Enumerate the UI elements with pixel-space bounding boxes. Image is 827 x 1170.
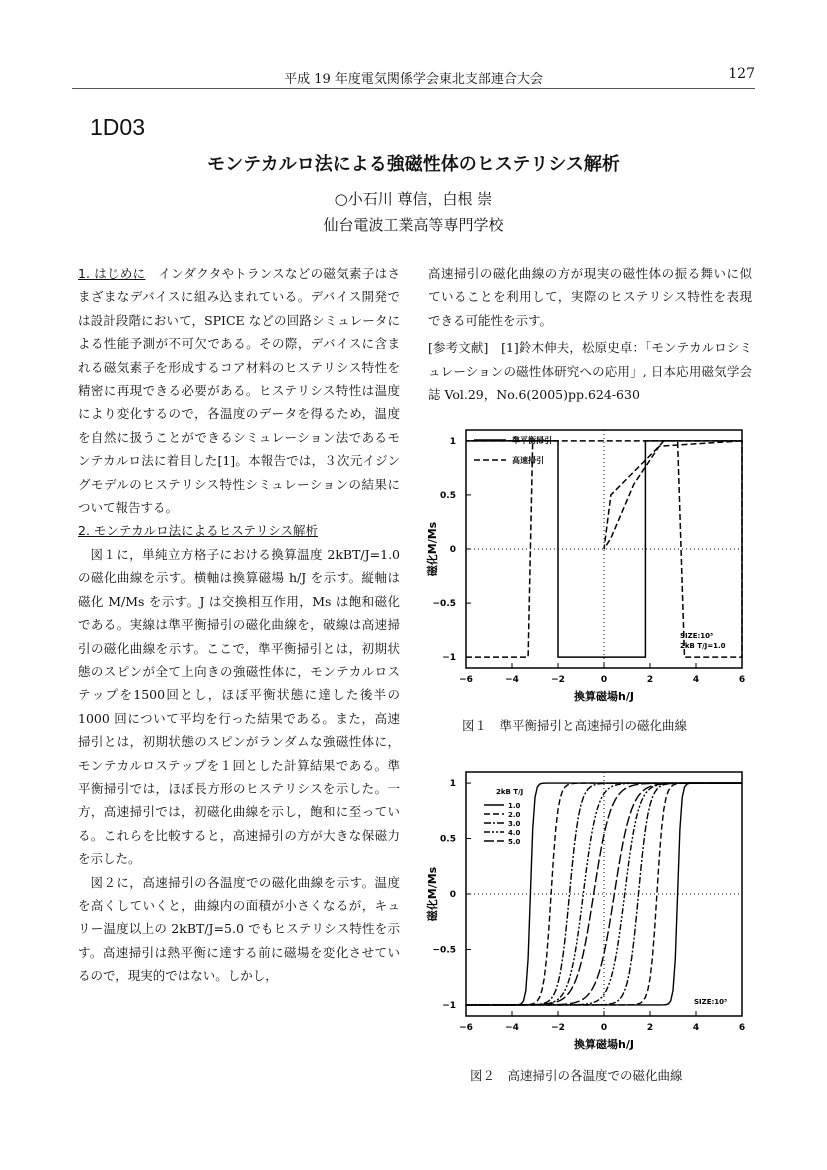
temperature-annotation: 2kB T/J=1.0 [680,642,726,650]
right-column [428,262,752,406]
section1-paragraph [78,262,400,519]
page-number: 127 [728,66,755,82]
y-tick-label: −1 [442,1000,456,1011]
size-annotation: SIZE:10³ [680,632,714,640]
y-tick-label: −0.5 [432,599,456,610]
references: [参考文献] [1]鈴木伸夫，松原史卓：「モンテカルロシミュレーションの磁性体研究への応用」, 日本応用磁気学会誌 Vol.29，No.6(2005)pp.624-630 [428,340,752,403]
figure2-caption: 図２ 高速掃引の各温度での磁化曲線 [470,1068,683,1083]
series-line-1 [466,441,742,657]
figure1-chart [426,418,756,718]
legend-label: 4.0 [508,829,521,837]
y-tick-label: 0.5 [440,490,456,501]
x-tick-label: −6 [459,1023,473,1033]
x-tick-label: 0 [600,675,608,685]
x-tick-label: 4 [692,675,700,685]
paper-affiliation: 仙台電波工業高等専門学校 [323,216,504,234]
legend-label: 高速掃引 [512,456,544,465]
legend-label: 5.0 [508,838,521,846]
paper-title: モンテカルロ法による強磁性体のヒステリシス解析 [207,154,620,175]
x-tick-label: 6 [738,1023,746,1033]
y-tick-label: 0 [449,890,456,900]
paper-code: 1D03 [90,114,145,140]
y-tick-label: 0.5 [440,834,456,845]
x-tick-label: −4 [505,675,519,685]
x-tick-label: 6 [738,675,746,685]
x-axis-label: 換算磁場h/J [574,1038,634,1051]
y-axis-label: 磁化M/Ms [426,866,439,922]
x-tick-label: −2 [551,1023,565,1033]
y-tick-label: 1 [449,779,456,790]
y-tick-label: −0.5 [432,945,456,956]
legend-title: 2kB T/J [496,788,524,796]
y-tick-label: 1 [449,436,456,447]
x-tick-label: 2 [646,675,654,685]
x-tick-label: 2 [646,1023,654,1033]
legend-label: 2.0 [508,811,521,819]
section1-text: インダクタやトランスなどの磁気素子はさまざまなデバイスに組み込まれている。デバイス開発では設計段階において，SPICE などの回路シミュレータによる性能予測が不可欠である。その際，デバイスに含まれる磁気素子を形成するコア材料のヒステリシス特性を精密に再現できる必要がある。ヒステリシス特性は温度により変化するので，各温度のデータを得るため，温度を自然に扱うことができるシミュレーション法であるモンテカルロ法に着目した[1]。本報告では，３次元イジングモデルのヒステリシス特性シミュレーションの結果について報告する。 [78,266,400,516]
legend-label: 1.0 [508,802,521,810]
x-tick-label: −6 [459,675,473,685]
section2-paragraph1: 図１に，単純立方格子における換算温度 2kBT/J=1.0 の磁化曲線を示す。横軸は換算磁場 h/J を示す。縦軸は磁化 M/Ms を示す。J は交換相互作用，Ms は飽和磁化である。実線は準平衡掃引の磁化曲線を，破線は高速掃引の磁化曲線を示す。ここで，準平衡掃引とは，初期状態のスピンが全て上向きの強磁性体に，モンテカルロステップを1500回とし，ほぼ平衡状態に達した後半の 1000 回について平均を行った結果である。また，高速掃引とは，初期状態のスピンがランダムな強磁性体に，モンテカルロステップを１回とした計算結果である。準平衡掃引では，ほぼ長方形のヒステリシスを示した。一方，高速掃引では，初磁化曲線を示し，飽和に至っている。これらを比較すると，高速掃引の方が大きな保磁力を示した。 [78,546,400,867]
paper-authors: ○小石川 尊信，白根 崇 [334,190,493,208]
figure1-caption: 図１ 準平衡掃引と高速掃引の磁化曲線 [462,718,688,733]
section1-heading: 1. はじめに [78,266,146,281]
running-header [72,66,755,89]
y-tick-label: −1 [442,653,456,664]
y-axis-label: 磁化M/Ms [426,521,439,577]
x-axis-label: 換算磁場h/J [574,690,634,703]
x-tick-label: 0 [600,1023,608,1033]
figure2-chart [426,760,756,1066]
section2-heading: 2. モンテカルロ法によるヒステリシス解析 [78,523,319,539]
section2-heading-line [78,519,400,542]
left-column [78,262,400,988]
x-tick-label: −4 [505,1023,519,1033]
conference-name: 平成 19 年度電気関係学会東北支部連合大会 [284,72,543,87]
legend-label: 準平衡掃引 [512,436,552,445]
section2-paragraph2: 図２に，高速掃引の各温度での磁化曲線を示す。温度を高くしていくと，曲線内の面積が小さくなるが，キュリー温度以上の 2kBT/J=5.0 でもヒステリシス特性を示す。高速掃引は熱平衡に達する前に磁場を変化させているので，現実的ではない。しかし， [78,874,400,984]
x-tick-label: 4 [692,1023,700,1033]
legend-label: 3.0 [508,820,521,828]
right-paragraph: 高速掃引の磁化曲線の方が現実の磁性体の振る舞いに似ていることを利用して，実際のヒステリシス特性を表現できる可能性を示す。 [428,266,752,328]
size-annotation: SIZE:10³ [694,998,728,1006]
y-tick-label: 0 [449,545,456,555]
x-tick-label: −2 [551,675,565,685]
